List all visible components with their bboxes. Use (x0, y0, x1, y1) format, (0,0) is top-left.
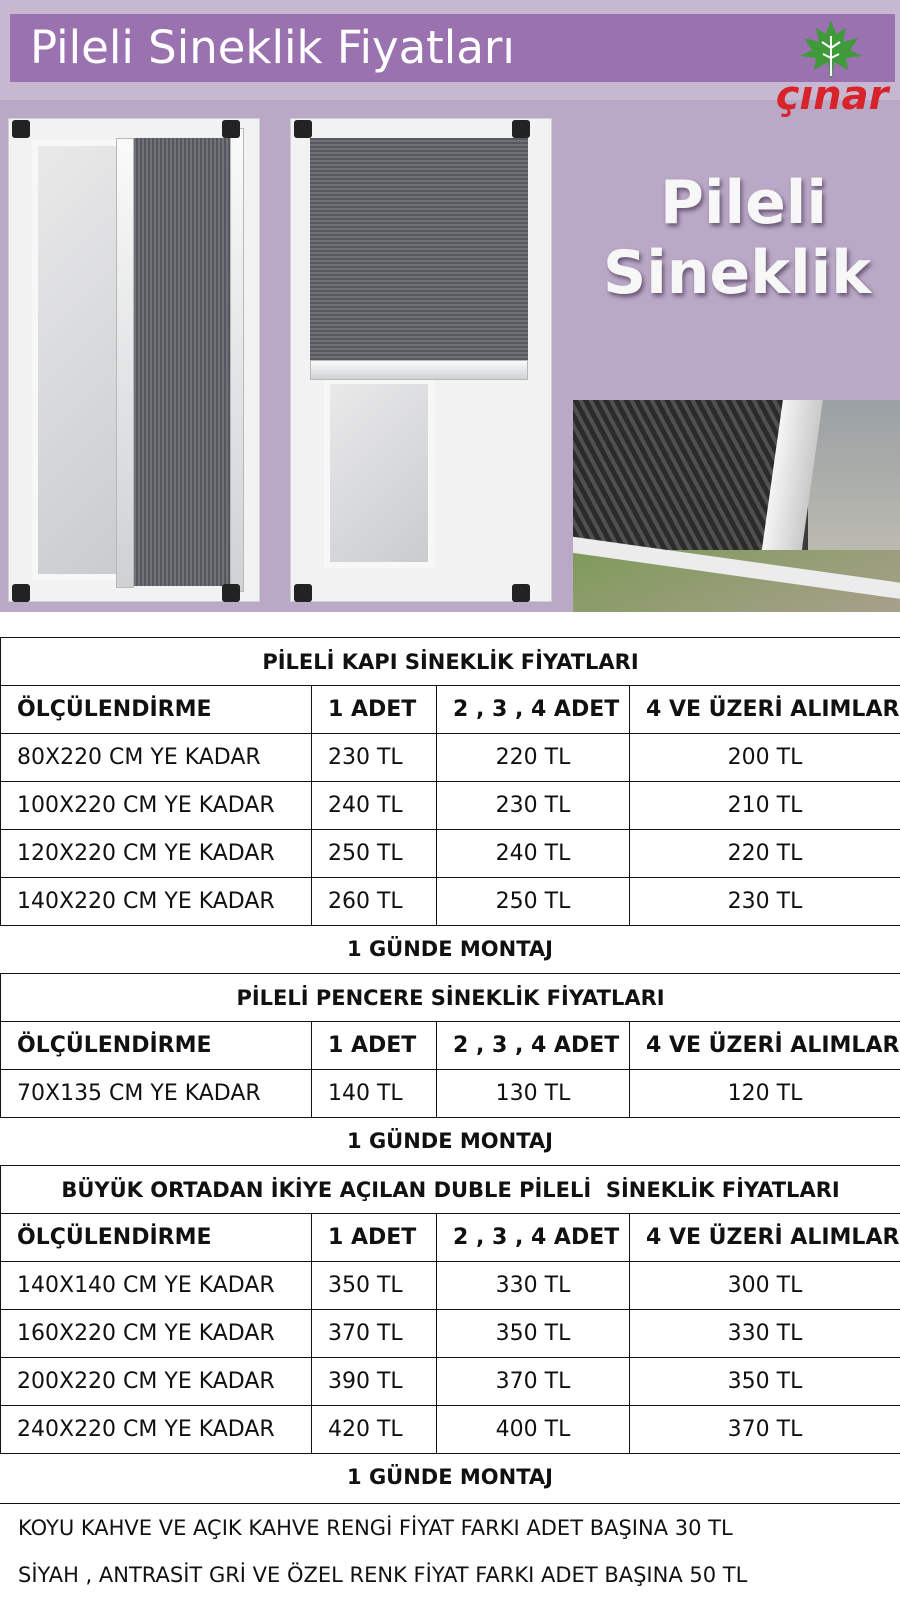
column-header: 2 , 3 , 4 ADET (437, 1214, 630, 1262)
table-title: BÜYÜK ORTADAN İKİYE AÇILAN DUBLE PİLELİ SİNEKLİK FİYATLARI (1, 1166, 900, 1214)
column-header: 2 , 3 , 4 ADET (437, 1022, 630, 1070)
table-row (1, 782, 900, 830)
size-cell: 70X135 CM YE KADAR (1, 1070, 312, 1118)
price-cell: 350 TL (437, 1310, 630, 1358)
size-cell: 80X220 CM YE KADAR (1, 734, 312, 782)
price-cell: 220 TL (437, 734, 630, 782)
door-price-table (0, 637, 900, 926)
price-cell: 390 TL (312, 1358, 437, 1406)
divider (0, 1503, 900, 1504)
price-cell: 240 TL (312, 782, 437, 830)
table-header-row (1, 1214, 900, 1262)
column-header: 4 VE ÜZERİ ALIMLAR (630, 1022, 900, 1070)
column-header: 4 VE ÜZERİ ALIMLAR (630, 686, 900, 734)
maple-leaf-icon (796, 18, 866, 80)
table-header-row (1, 686, 900, 734)
price-cell: 330 TL (630, 1310, 900, 1358)
price-cell: 260 TL (312, 878, 437, 926)
price-cell: 250 TL (312, 830, 437, 878)
size-cell: 100X220 CM YE KADAR (1, 782, 312, 830)
price-cell: 300 TL (630, 1262, 900, 1310)
price-cell: 230 TL (630, 878, 900, 926)
price-cell: 240 TL (437, 830, 630, 878)
door-illustration-1 (8, 118, 270, 612)
column-header: ÖLÇÜLENDİRME (1, 1214, 312, 1262)
brand-word-pileli: Pileli (660, 168, 827, 238)
column-header: 1 ADET (312, 1214, 437, 1262)
column-header: ÖLÇÜLENDİRME (1, 686, 312, 734)
table-title: PİLELİ KAPI SİNEKLİK FİYATLARI (1, 638, 900, 686)
size-cell: 120X220 CM YE KADAR (1, 830, 312, 878)
price-cell: 200 TL (630, 734, 900, 782)
table-row (1, 830, 900, 878)
price-cell: 210 TL (630, 782, 900, 830)
montaj-note: 1 GÜNDE MONTAJ (347, 937, 553, 961)
price-cell: 350 TL (312, 1262, 437, 1310)
table-title: PİLELİ PENCERE SİNEKLİK FİYATLARI (1, 974, 900, 1022)
table-row (1, 1358, 900, 1406)
price-cell: 370 TL (437, 1358, 630, 1406)
table-row (1, 878, 900, 926)
column-header: ÖLÇÜLENDİRME (1, 1022, 312, 1070)
title-bar (10, 14, 895, 82)
cinar-logo (768, 18, 896, 128)
table-row (1, 1070, 900, 1118)
logo-wordmark: çınar (775, 73, 889, 119)
table-header-row (1, 1022, 900, 1070)
page-title: Pileli Sineklik Fiyatları (30, 21, 515, 74)
montaj-note: 1 GÜNDE MONTAJ (347, 1129, 553, 1153)
double-price-table (0, 1165, 900, 1454)
size-cell: 140X140 CM YE KADAR (1, 1262, 312, 1310)
price-cell: 370 TL (630, 1406, 900, 1454)
size-cell: 200X220 CM YE KADAR (1, 1358, 312, 1406)
price-cell: 230 TL (437, 782, 630, 830)
size-cell: 140X220 CM YE KADAR (1, 878, 312, 926)
size-cell: 160X220 CM YE KADAR (1, 1310, 312, 1358)
window-price-table (0, 973, 900, 1118)
brand-word-sineklik: Sineklik (603, 238, 872, 308)
price-cell: 370 TL (312, 1310, 437, 1358)
size-cell: 240X220 CM YE KADAR (1, 1406, 312, 1454)
price-cell: 140 TL (312, 1070, 437, 1118)
price-cell: 330 TL (437, 1262, 630, 1310)
price-cell: 420 TL (312, 1406, 437, 1454)
table-row (1, 734, 900, 782)
montaj-note: 1 GÜNDE MONTAJ (347, 1465, 553, 1489)
column-header: 2 , 3 , 4 ADET (437, 686, 630, 734)
column-header: 1 ADET (312, 686, 437, 734)
color-surcharge-note-2: SİYAH , ANTRASİT GRİ VE ÖZEL RENK FİYAT FARKI ADET BAŞINA 50 TL (18, 1563, 748, 1587)
column-header: 1 ADET (312, 1022, 437, 1070)
price-cell: 250 TL (437, 878, 630, 926)
price-cell: 120 TL (630, 1070, 900, 1118)
column-header: 4 VE ÜZERİ ALIMLAR (630, 1214, 900, 1262)
table-row (1, 1310, 900, 1358)
price-cell: 130 TL (437, 1070, 630, 1118)
price-cell: 350 TL (630, 1358, 900, 1406)
price-cell: 400 TL (437, 1406, 630, 1454)
color-surcharge-note-1: KOYU KAHVE VE AÇIK KAHVE RENGİ FİYAT FARKI ADET BAŞINA 30 TL (18, 1516, 733, 1540)
product-banner (0, 0, 900, 612)
window-illustration-2 (290, 118, 562, 612)
table-row (1, 1262, 900, 1310)
price-cell: 230 TL (312, 734, 437, 782)
table-row (1, 1406, 900, 1454)
price-cell: 220 TL (630, 830, 900, 878)
pleat-detail-photo (573, 400, 900, 612)
